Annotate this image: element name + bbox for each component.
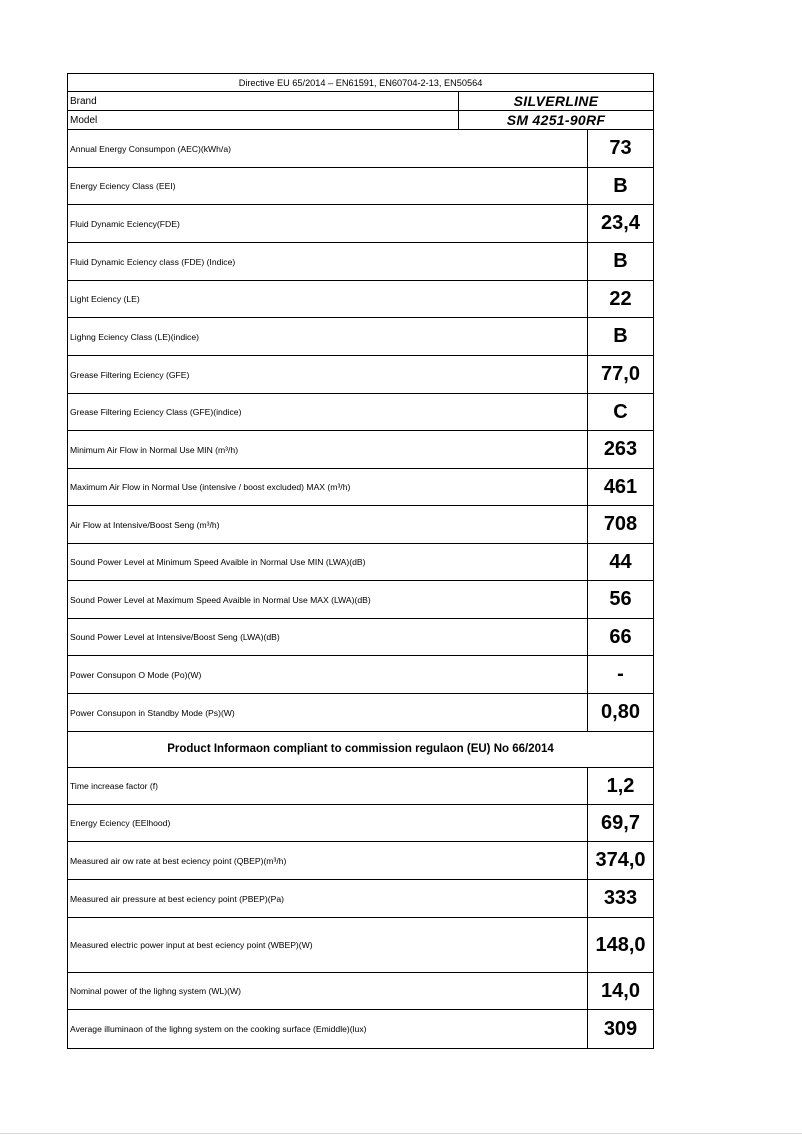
spec-row xyxy=(68,805,653,842)
spec-row xyxy=(68,880,653,918)
spec-value: 14,0 xyxy=(587,973,653,1009)
spec-row xyxy=(68,205,653,243)
model-row xyxy=(68,111,653,130)
spec-label: Energy Eciency Class (EEI) xyxy=(70,181,176,191)
brand-value: SILVERLINE xyxy=(458,92,653,110)
spec-label: Sound Power Level at Minimum Speed Avaible in Normal Use MIN (LWA)(dB) xyxy=(70,557,366,567)
spec-row xyxy=(68,356,653,394)
spec-value: 708 xyxy=(587,506,653,543)
spec-label: Average illuminaon of the lighng system on the cooking surface (Emiddle)(lux) xyxy=(70,1024,367,1034)
spec-row xyxy=(68,130,653,168)
spec-label: Light Eciency (LE) xyxy=(70,294,140,304)
spec-row xyxy=(68,694,653,732)
model-label: Model xyxy=(70,114,98,126)
spec-row xyxy=(68,431,653,469)
spec-label: Sound Power Level at Intensive/Boost Seng (LWA)(dB) xyxy=(70,632,280,642)
spec-value: 69,7 xyxy=(587,805,653,841)
spec-value: B xyxy=(587,243,653,280)
spec-row xyxy=(68,318,653,356)
spec-row xyxy=(68,1010,653,1048)
spec-row xyxy=(68,918,653,973)
spec-value: B xyxy=(587,168,653,204)
spec-label: Nominal power of the lighng system (WL)(W) xyxy=(70,986,241,996)
spec-value: 73 xyxy=(587,130,653,167)
spec-row xyxy=(68,619,653,656)
spec-label: Power Consupon O Mode (Po)(W) xyxy=(70,669,202,680)
spec-row xyxy=(68,842,653,880)
section-title: Product Informaon compliant to commission regulaon (EU) No 66/2014 xyxy=(167,743,554,755)
spec-label: Minimum Air Flow in Normal Use MIN (m³/h) xyxy=(70,444,239,455)
spec-value: 333 xyxy=(587,880,653,917)
spec-label: Annual Energy Consumpon (AEC)(kWh/a) xyxy=(70,143,231,154)
page-footer-rule xyxy=(0,1133,802,1134)
spec-label: Measured air pressure at best eciency point (PBEP)(Pa) xyxy=(70,893,284,904)
spec-row xyxy=(68,768,653,805)
spec-row xyxy=(68,281,653,318)
spec-row xyxy=(68,168,653,205)
spec-value: 66 xyxy=(587,619,653,655)
spec-value: 148,0 xyxy=(587,918,653,972)
spec-value: 374,0 xyxy=(587,842,653,879)
directive-row xyxy=(68,74,653,92)
spec-label: Maximum Air Flow in Normal Use (intensive / boost excluded) MAX (m³/h) xyxy=(70,482,351,492)
spec-row xyxy=(68,506,653,544)
spec-value: 1,2 xyxy=(587,768,653,804)
spec-label: Measured air ow rate at best eciency point (QBEP)(m³/h) xyxy=(70,855,287,866)
spec-value: - xyxy=(587,656,653,693)
spec-value: 56 xyxy=(587,581,653,618)
spec-row xyxy=(68,394,653,431)
section-title-row xyxy=(68,731,653,768)
spec-value: B xyxy=(587,318,653,355)
spec-label: Time increase factor (f) xyxy=(70,781,159,791)
spec-row xyxy=(68,544,653,581)
brand-row xyxy=(68,92,653,111)
spec-label: Energy Eciency (EElhood) xyxy=(70,818,171,828)
spec-label: Sound Power Level at Maximum Speed Avaible in Normal Use MAX (LWA)(dB) xyxy=(70,594,371,605)
spec-label: Fluid Dynamic Eciency class (FDE) (Indice) xyxy=(70,256,236,267)
spec-value: 77,0 xyxy=(587,356,653,393)
spec-value: 44 xyxy=(587,544,653,580)
spec-label: Power Consupon in Standby Mode (Ps)(W) xyxy=(70,707,235,718)
directive-text: Directive EU 65/2014 – EN61591, EN60704-2-13, EN50564 xyxy=(238,77,483,88)
spec-label: Air Flow at Intensive/Boost Seng (m³/h) xyxy=(70,519,220,530)
spec-value: 22 xyxy=(587,281,653,317)
spec-value: 23,4 xyxy=(587,205,653,242)
spec-row xyxy=(68,656,653,694)
spec-value: 461 xyxy=(587,469,653,505)
spec-label: Measured electric power input at best eciency point (WBEP)(W) xyxy=(70,940,313,950)
spec-value: 0,80 xyxy=(587,694,653,731)
spec-value: 263 xyxy=(587,431,653,468)
spec-value: 309 xyxy=(587,1010,653,1048)
spec-value: C xyxy=(587,394,653,430)
brand-label: Brand xyxy=(70,95,97,107)
energy-label-table xyxy=(67,73,654,1049)
model-value: SM 4251-90RF xyxy=(458,111,653,129)
spec-row xyxy=(68,243,653,281)
spec-row xyxy=(68,469,653,506)
spec-row xyxy=(68,973,653,1010)
spec-row xyxy=(68,581,653,619)
spec-label: Grease Filtering Eciency (GFE) xyxy=(70,369,190,380)
spec-label: Grease Filtering Eciency Class (GFE)(indice) xyxy=(70,407,242,417)
spec-label: Lighng Eciency Class (LE)(indice) xyxy=(70,331,199,342)
spec-label: Fluid Dynamic Eciency(FDE) xyxy=(70,218,180,229)
